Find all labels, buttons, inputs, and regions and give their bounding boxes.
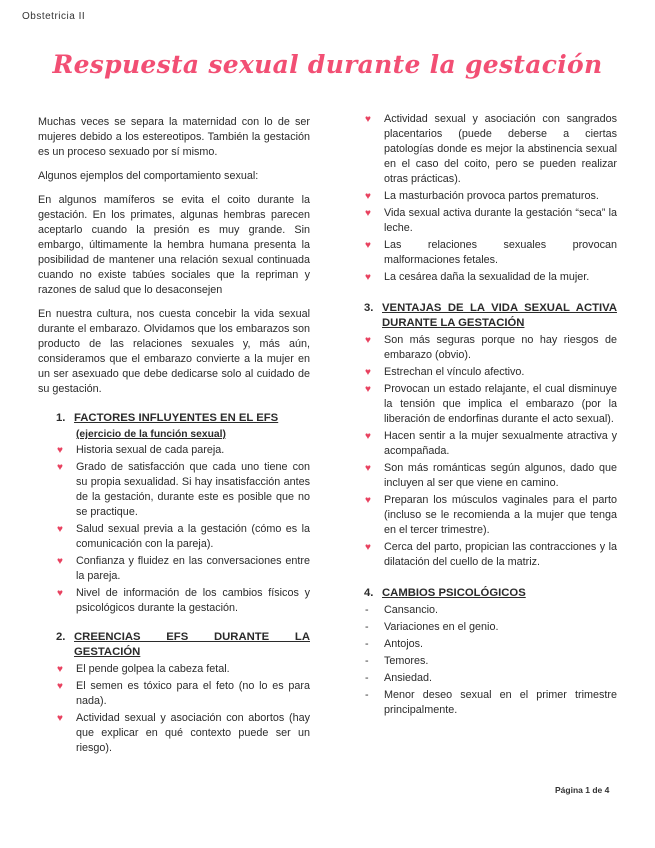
heart-bullet-icon: ♥ (365, 240, 371, 251)
list-item: ♥ Nivel de información de los cambios físicos y psicológicos durante la gestación. (57, 587, 310, 614)
list-item: ♥ Preparan los músculos vaginales para el parto (incluso se le recomienda a la mujer que tenga en el tercer trimestre). (365, 494, 617, 536)
dash-bullet: - (365, 604, 369, 616)
list-item: - Antojos. (365, 638, 424, 650)
section-ventajas-heading (364, 301, 617, 331)
heart-bullet-icon: ♥ (57, 588, 63, 599)
heart-bullet-icon: ♥ (365, 542, 371, 553)
ventajas-list (364, 333, 617, 570)
list-item: - Menor deseo sexual en el primer trimestre principalmente. (365, 689, 617, 716)
list-item: ♥ La cesárea daña la sexualidad de la mujer. (365, 271, 590, 283)
section-title: CAMBIOS PSICOLÓGICOS (382, 587, 526, 599)
heart-bullet-icon: ♥ (57, 462, 63, 473)
heart-bullet-icon: ♥ (57, 445, 63, 456)
section-factores-heading (56, 411, 310, 426)
list-item: ♥ Vida sexual activa durante la gestación “seca” la leche. (365, 207, 617, 234)
section-number: 3. (364, 302, 374, 314)
heart-bullet-icon: ♥ (365, 431, 371, 442)
heart-bullet-icon: ♥ (57, 713, 63, 724)
section-title: FACTORES INFLUYENTES EN EL EFS (74, 412, 279, 424)
document-header: Obstetricia II (22, 11, 86, 22)
list-item: ♥ El semen es tóxico para el feto (no lo es para nada). (57, 680, 310, 707)
list-item: ♥ Hacen sentir a la mujer sexualmente atractiva y acompañada. (365, 430, 617, 457)
heart-bullet-icon: ♥ (365, 463, 371, 474)
heart-bullet-icon: ♥ (365, 272, 371, 283)
list-item: ♥ Salud sexual previa a la gestación (cómo es la comunicación con la pareja). (57, 523, 310, 550)
dash-bullet: - (365, 689, 369, 701)
list-item: ♥ Son más románticas según algunos, dado que incluyen al ser que viene en camino. (365, 462, 617, 489)
dash-bullet: - (365, 638, 369, 650)
list-item: - Ansiedad. (365, 672, 433, 684)
factores-list (56, 443, 310, 616)
heart-bullet-icon: ♥ (57, 556, 63, 567)
list-item: ♥ Actividad sexual y asociación con abortos (hay que explicar en qué contexto puede ser un riesgo). (57, 712, 310, 754)
list-item: - Cansancio. (365, 604, 439, 616)
list-item: ♥ Las relaciones sexuales provocan malformaciones fetales. (365, 239, 617, 266)
section-number: 2. (56, 631, 66, 643)
section-title: CREENCIAS EFS DURANTE LA GESTACIÓN (74, 631, 310, 658)
examples-heading: Algunos ejemplos del comportamiento sexual: (38, 170, 259, 182)
heart-bullet-icon: ♥ (57, 681, 63, 692)
right-column (364, 112, 617, 726)
dash-bullet: - (365, 621, 369, 633)
section-cambios-heading (364, 586, 617, 601)
heart-bullet-icon: ♥ (365, 495, 371, 506)
page-number: Página 1 de 4 (555, 785, 610, 795)
section-number: 1. (56, 412, 66, 424)
list-item: ♥ Son más seguras porque no hay riesgos de embarazo (obvio). (365, 334, 617, 361)
culture-paragraph: En nuestra cultura, nos cuesta concebir la vida sexual durante el embarazo. Olvidamos que los embarazos son producto de las relaciones sexuales y, más aún, consideramos que el embarazo convierte a la mujer en un ser asexuado que debe dedicarse solo al cuidado de su gestación. (38, 308, 310, 395)
section-subtitle: (ejercicio de la función sexual) (76, 429, 226, 440)
list-item: ♥ Cerca del parto, propician las contracciones y la dilatación del cuello de la matriz. (365, 541, 617, 568)
list-item: ♥ Estrechan el vínculo afectivo. (365, 366, 525, 378)
list-item: - Variaciones en el genio. (365, 621, 499, 633)
list-item: ♥ Actividad sexual y asociación con sangrados placentarios (puede deberse a ciertas patologías donde es mejor la abstinencia sexual en el caso del coito, pero se pueden realizar otras prácticas). (365, 113, 617, 185)
heart-bullet-icon: ♥ (57, 664, 63, 675)
list-item: ♥ Grado de satisfacción que cada uno tiene con su propia sexualidad. Si hay insatisfacción antes de la gestación, durante este es posible que no se practique. (57, 461, 310, 518)
mammals-paragraph: En algunos mamíferos se evita el coito durante la gestación. En los primates, algunas hembras parecen aceptarlo cuando la presión es muy grande. Sin embargo, últimamente la hembra humana presenta la posibilidad de mantener una relación sexual continuada cuando no existe tabúes sociales que la repriman y razones de salud que lo desaconsejen (38, 194, 310, 296)
heart-bullet-icon: ♥ (365, 335, 371, 346)
dash-bullet: - (365, 655, 369, 667)
heart-bullet-icon: ♥ (365, 114, 371, 125)
list-item: - Temores. (365, 655, 429, 667)
list-item: ♥ Provocan un estado relajante, el cual disminuye la tensión que implica el embarazo (por la liberación de endorfinas durante el acto sexual). (365, 383, 617, 425)
cambios-list (364, 603, 617, 718)
dash-bullet: - (365, 672, 369, 684)
heart-bullet-icon: ♥ (365, 208, 371, 219)
section-title: VENTAJAS DE LA VIDA SEXUAL ACTIVA DURANTE LA GESTACIÓN (382, 302, 617, 329)
list-item: ♥ La masturbación provoca partos prematuros. (365, 190, 599, 202)
heart-bullet-icon: ♥ (365, 384, 371, 395)
section-number: 4. (364, 587, 374, 599)
page-title: Respuesta sexual durante la gestación (52, 50, 603, 79)
left-column (38, 115, 310, 764)
section-creencias-heading (56, 630, 310, 660)
heart-bullet-icon: ♥ (365, 191, 371, 202)
heart-bullet-icon: ♥ (57, 524, 63, 535)
list-item: ♥ Confianza y fluidez en las conversaciones entre la pareja. (57, 555, 310, 582)
list-item: ♥ El pende golpea la cabeza fetal. (57, 663, 230, 675)
heart-bullet-icon: ♥ (365, 367, 371, 378)
creencias-list-continued (364, 112, 617, 285)
intro-paragraph: Muchas veces se separa la maternidad con lo de ser mujeres debido a los estereotipos. También la gestación es un proceso sexuado por sí mismo. (38, 116, 310, 158)
creencias-list (56, 662, 310, 756)
list-item: ♥ Historia sexual de cada pareja. (57, 444, 225, 456)
